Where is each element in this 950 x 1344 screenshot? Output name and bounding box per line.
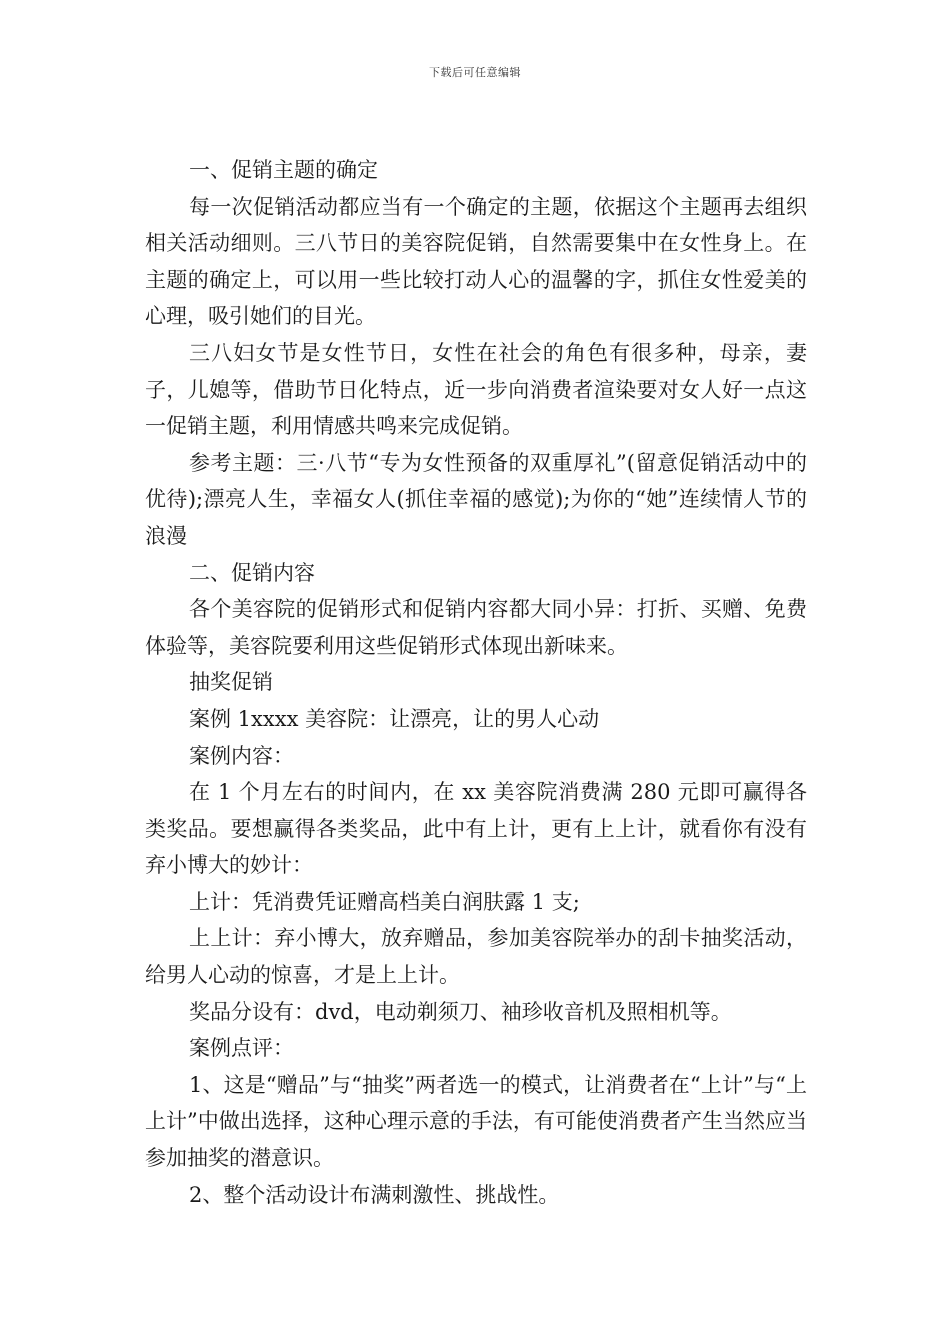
- page-header: 下载后可任意编辑: [429, 66, 521, 79]
- paragraph: 上计：凭消费凭证赠高档美白润肤露 1 支;: [189, 889, 580, 914]
- paragraph: 1、这是“赠品”与“抽奖”两者选一的模式，让消费者在“上计”与“上上计”中做出选择，这种心理示意的手法，有可能使消费者产生当然应当参加抽奖的潜意识。: [145, 1072, 807, 1171]
- section-heading-promotion-theme: 一、促销主题的确定: [189, 158, 378, 182]
- paragraph: 各个美容院的促销形式和促销内容都大同小异：打折、买赠、免费体验等，美容院要利用这些促销形式体现出新味来。: [145, 597, 807, 658]
- paragraph: 奖品分设有：dvd，电动剃须刀、袖珍收音机及照相机等。: [189, 999, 732, 1024]
- paragraph: 每一次促销活动都应当有一个确定的主题，依据这个主题再去组织相关活动细则。三八节日的美容院促销，自然需要集中在女性身上。在主题的确定上，可以用一些比较打动人心的温馨的字，抓住女性爱美的心理，吸引她们的目光。: [145, 194, 807, 329]
- case-review-label: 案例点评：: [189, 1036, 294, 1061]
- case-title: 案例 1xxxx 美容院：让漂亮，让的男人心动: [189, 706, 600, 731]
- section-heading-promotion-content: 二、促销内容: [189, 560, 315, 585]
- paragraph: 在 1 个月左右的时间内，在 xx 美容院消费满 280 元即可赢得各类奖品。要想赢得各类奖品，此中有上计，更有上上计，就看你有没有弃小博大的妙计：: [145, 780, 807, 878]
- paragraph: 2、整个活动设计布满刺激性、挑战性。: [189, 1182, 560, 1207]
- paragraph: 上上计：弃小博大，放弃赠品，参加美容院举办的刮卡抽奖活动，给男人心动的惊喜，才是上上计。: [145, 926, 807, 988]
- case-content-label: 案例内容：: [189, 743, 294, 768]
- subheading-lottery: 抽奖促销: [189, 670, 273, 695]
- paragraph: 三八妇女节是女性节日，女性在社会的角色有很多种，母亲，妻子，儿媳等，借助节日化特点，近一步向消费者渲染要对女人好一点这一促销主题，利用情感共鸣来完成促销。: [145, 340, 807, 439]
- paragraph: 参考主题：三·八节“专为女性预备的双重厚礼”(留意促销活动中的优待);漂亮人生，幸福女人(抓住幸福的感觉);为你的“她”连续情人节的浪漫: [145, 450, 807, 548]
- document-body: [145, 152, 807, 1213]
